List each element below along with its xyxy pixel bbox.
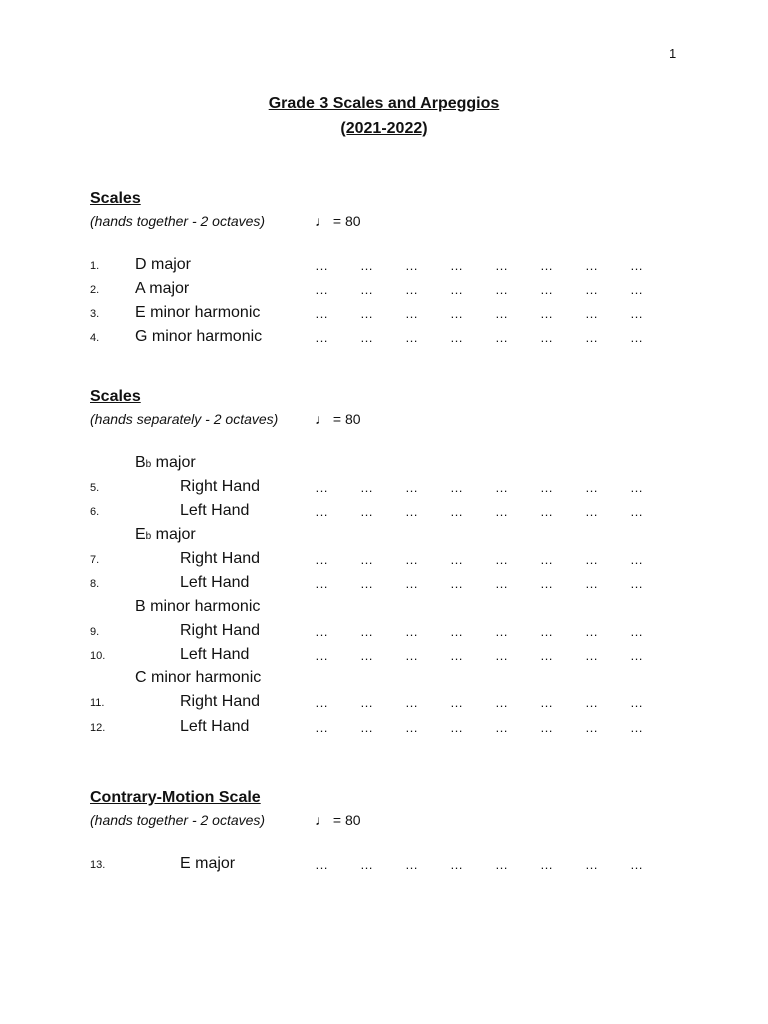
item-label: E minor harmonic [135, 304, 261, 321]
ellipsis-mark: … [540, 504, 554, 519]
ellipsis-mark: … [450, 720, 464, 735]
ellipsis-mark: … [405, 480, 419, 495]
ellipsis-mark: … [630, 306, 644, 321]
ellipsis-mark: … [450, 648, 464, 663]
ellipsis-mark: … [495, 857, 509, 872]
ellipsis-mark: … [315, 576, 329, 591]
ellipsis-mark: … [360, 258, 374, 273]
ellipsis-mark: … [315, 552, 329, 567]
item-number: 7. [90, 554, 100, 566]
ellipsis-mark: … [405, 282, 419, 297]
item-label: D major [135, 256, 192, 273]
tempo-marking: ♩ = 80 [315, 812, 361, 828]
flat-symbol: b [145, 459, 152, 470]
list-item [0, 550, 768, 572]
item-label: Left Hand [180, 502, 250, 519]
ellipsis-mark: … [540, 857, 554, 872]
list-item [0, 574, 768, 596]
item-label: Right Hand [180, 622, 261, 639]
ellipsis-mark: … [495, 258, 509, 273]
ellipsis-mark: … [405, 857, 419, 872]
section-heading-contrary-motion: Contrary-Motion Scale [90, 789, 261, 806]
ellipsis-mark: … [405, 504, 419, 519]
ellipsis-mark: … [630, 648, 644, 663]
list-item [0, 502, 768, 524]
item-number: 3. [90, 308, 100, 320]
ellipsis-mark: … [540, 720, 554, 735]
ellipsis-mark: … [315, 282, 329, 297]
ellipsis-mark: … [360, 624, 374, 639]
item-label: Left Hand [180, 574, 250, 591]
ellipsis-mark: … [630, 480, 644, 495]
ellipsis-mark: … [450, 857, 464, 872]
item-number: 5. [90, 482, 100, 494]
list-item [0, 478, 768, 500]
ellipsis-mark: … [585, 282, 599, 297]
section-heading-scales-together: Scales [90, 190, 141, 207]
ellipsis-mark: … [495, 330, 509, 345]
item-number: 6. [90, 506, 100, 518]
ellipsis-mark: … [405, 648, 419, 663]
ellipsis-mark: … [405, 720, 419, 735]
ellipsis-mark: … [585, 720, 599, 735]
ellipsis-mark: … [630, 258, 644, 273]
key-quality: major [151, 526, 196, 543]
document-subtitle: (2021-2022) [340, 120, 428, 137]
ellipsis-mark: … [315, 624, 329, 639]
ellipsis-mark: … [585, 648, 599, 663]
ellipsis-mark: … [585, 695, 599, 710]
document-title: Grade 3 Scales and Arpeggios [268, 95, 500, 112]
ellipsis-mark: … [630, 330, 644, 345]
ellipsis-mark: … [495, 282, 509, 297]
ellipsis-mark: … [630, 857, 644, 872]
ellipsis-mark: … [405, 576, 419, 591]
section-subtitle: (hands separately - 2 octaves) [90, 411, 279, 427]
ellipsis-mark: … [540, 695, 554, 710]
tempo-marking: ♩ = 80 [315, 411, 361, 427]
list-item [0, 328, 768, 350]
ellipsis-mark: … [585, 480, 599, 495]
ellipsis-mark: … [585, 306, 599, 321]
ellipsis-mark: … [450, 576, 464, 591]
ellipsis-mark: … [540, 480, 554, 495]
ellipsis-mark: … [405, 330, 419, 345]
ellipsis-mark: … [450, 282, 464, 297]
ellipsis-mark: … [540, 330, 554, 345]
item-label: G minor harmonic [135, 328, 263, 345]
ellipsis-mark: … [630, 576, 644, 591]
list-item [0, 646, 768, 668]
item-number: 10. [90, 650, 106, 662]
key-quality: major [151, 454, 196, 471]
ellipsis-mark: … [315, 258, 329, 273]
ellipsis-mark: … [360, 648, 374, 663]
scale-group-heading: B minor harmonic [135, 598, 261, 615]
page-number: 1 [669, 46, 677, 61]
ellipsis-mark: … [405, 258, 419, 273]
ellipsis-mark: … [360, 282, 374, 297]
ellipsis-mark: … [360, 306, 374, 321]
ellipsis-mark: … [315, 306, 329, 321]
item-label: Left Hand [180, 646, 250, 663]
ellipsis-mark: … [585, 576, 599, 591]
list-item [0, 693, 768, 715]
list-item [0, 855, 768, 877]
ellipsis-mark: … [360, 504, 374, 519]
key-letter: B [135, 454, 146, 471]
ellipsis-mark: … [315, 504, 329, 519]
ellipsis-mark: … [315, 648, 329, 663]
ellipsis-mark: … [315, 857, 329, 872]
ellipsis-mark: … [540, 552, 554, 567]
ellipsis-mark: … [360, 720, 374, 735]
ellipsis-mark: … [630, 504, 644, 519]
ellipsis-mark: … [450, 306, 464, 321]
flat-symbol: b [145, 531, 152, 542]
ellipsis-mark: … [315, 720, 329, 735]
ellipsis-mark: … [495, 576, 509, 591]
ellipsis-mark: … [360, 695, 374, 710]
list-item [0, 718, 768, 740]
ellipsis-mark: … [450, 695, 464, 710]
ellipsis-mark: … [360, 330, 374, 345]
ellipsis-mark: … [495, 720, 509, 735]
ellipsis-mark: … [315, 695, 329, 710]
item-number: 2. [90, 284, 100, 296]
scale-group-heading: C minor harmonic [135, 669, 262, 686]
ellipsis-mark: … [405, 552, 419, 567]
ellipsis-mark: … [405, 695, 419, 710]
item-label: E major [180, 855, 236, 872]
ellipsis-mark: … [405, 306, 419, 321]
ellipsis-mark: … [540, 306, 554, 321]
item-number: 11. [90, 697, 105, 709]
ellipsis-mark: … [630, 282, 644, 297]
section-subtitle: (hands together - 2 octaves) [90, 213, 266, 229]
ellipsis-mark: … [540, 648, 554, 663]
item-number: 8. [90, 578, 100, 590]
section-heading-scales-separately: Scales [90, 388, 141, 405]
ellipsis-mark: … [450, 504, 464, 519]
ellipsis-mark: … [495, 624, 509, 639]
item-label: Right Hand [180, 478, 261, 495]
scale-group-heading [135, 526, 196, 544]
tempo-marking: ♩ = 80 [315, 213, 361, 229]
list-item [0, 622, 768, 644]
ellipsis-mark: … [450, 258, 464, 273]
ellipsis-mark: … [360, 576, 374, 591]
ellipsis-mark: … [495, 552, 509, 567]
ellipsis-mark: … [540, 576, 554, 591]
ellipsis-mark: … [450, 480, 464, 495]
item-number: 1. [90, 260, 100, 272]
ellipsis-mark: … [405, 624, 419, 639]
ellipsis-mark: … [585, 504, 599, 519]
item-number: 12. [90, 722, 106, 734]
item-number: 9. [90, 626, 100, 638]
ellipsis-mark: … [540, 624, 554, 639]
ellipsis-mark: … [540, 258, 554, 273]
ellipsis-mark: … [585, 552, 599, 567]
ellipsis-mark: … [585, 857, 599, 872]
ellipsis-mark: … [315, 480, 329, 495]
item-label: Right Hand [180, 693, 261, 710]
ellipsis-mark: … [450, 330, 464, 345]
ellipsis-mark: … [450, 624, 464, 639]
ellipsis-mark: … [585, 624, 599, 639]
ellipsis-mark: … [360, 480, 374, 495]
ellipsis-mark: … [450, 552, 464, 567]
ellipsis-mark: … [630, 695, 644, 710]
list-item [0, 280, 768, 302]
ellipsis-mark: … [360, 552, 374, 567]
item-label: Left Hand [180, 718, 250, 735]
ellipsis-mark: … [495, 648, 509, 663]
item-number: 13. [90, 859, 106, 871]
ellipsis-mark: … [495, 480, 509, 495]
scale-group-heading [135, 454, 196, 472]
item-number: 4. [90, 332, 100, 344]
section-subtitle: (hands together - 2 octaves) [90, 812, 266, 828]
list-item [0, 304, 768, 326]
list-item [0, 256, 768, 278]
ellipsis-mark: … [540, 282, 554, 297]
ellipsis-mark: … [585, 258, 599, 273]
ellipsis-mark: … [585, 330, 599, 345]
ellipsis-mark: … [495, 504, 509, 519]
ellipsis-mark: … [630, 720, 644, 735]
ellipsis-mark: … [630, 552, 644, 567]
item-label: Right Hand [180, 550, 261, 567]
ellipsis-mark: … [360, 857, 374, 872]
ellipsis-mark: … [495, 306, 509, 321]
ellipsis-mark: … [315, 330, 329, 345]
item-label: A major [135, 280, 190, 297]
ellipsis-mark: … [630, 624, 644, 639]
ellipsis-mark: … [495, 695, 509, 710]
key-letter: E [135, 526, 146, 543]
